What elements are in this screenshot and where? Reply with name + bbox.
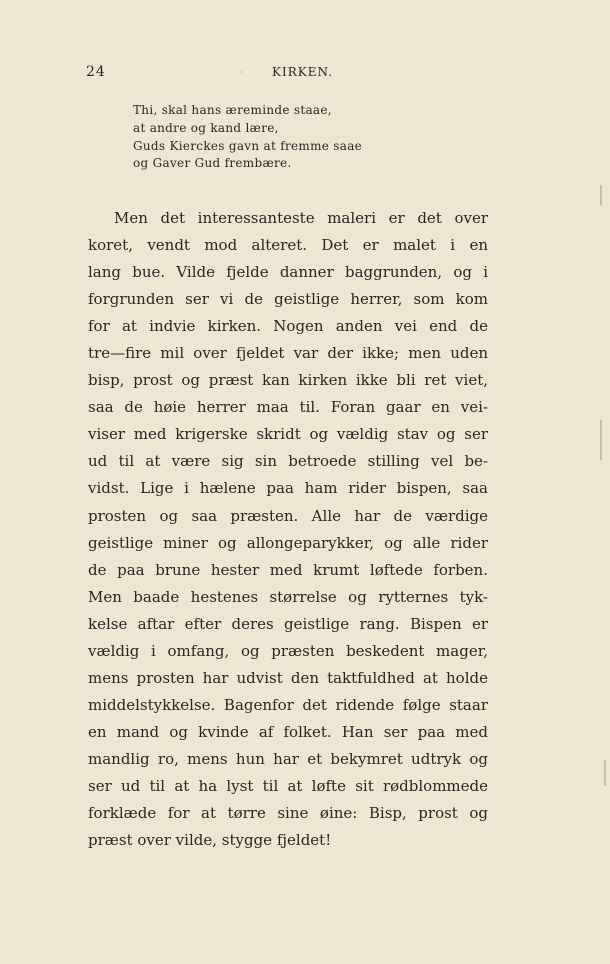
body-line: bisp, prost og præst kan kirken ikke bli ret viet, — [88, 371, 488, 390]
body-line: saa de høie herrer maa til. Foran gaar en vei- — [88, 398, 488, 417]
body-line: Men det interessanteste maleri er det over — [114, 209, 488, 227]
body-line: tre—fire mil over fjeldet var der ikke; men uden — [88, 344, 488, 363]
body-line: vældig i omfang, og præsten beskedent mager, — [88, 641, 488, 660]
body-line: prosten og saa præsten. Alle har de værdige — [88, 506, 488, 525]
body-line: mandlig ro, mens hun har et bekymret udtryk og — [88, 749, 488, 768]
body-paragraph — [88, 205, 488, 854]
body-line: koret, vendt mod alteret. Det er malet i en — [88, 236, 488, 255]
body-line: ser ud til at ha lyst til at løfte sit rødblommede — [88, 776, 488, 795]
body-line: en mand og kvinde af folket. Han ser paa med — [88, 722, 488, 741]
verse-line: og Gaver Gud frembære. — [133, 156, 292, 171]
body-line: viser med krigerske skridt og vældig stav og ser — [88, 425, 488, 444]
page-header — [0, 64, 610, 84]
body-line: mens prosten har udvist den taktfuldhed at holde — [88, 668, 488, 687]
running-title: KIRKEN. — [272, 65, 334, 79]
verse-line: at andre og kand lære, — [133, 120, 279, 135]
body-line: ud til at være sig sin betroede stilling vel be- — [88, 452, 488, 471]
header-dot: · — [240, 68, 243, 77]
body-line: de paa brune hester med krumt løftede forben. — [88, 560, 488, 579]
page-edge-mark — [604, 760, 606, 786]
body-line: kelse aftar efter deres geistlige rang. Bispen er — [88, 614, 488, 633]
verse-line: Guds Kierckes gavn at fremme saae — [133, 138, 363, 153]
page-edge-mark — [600, 185, 602, 205]
body-line: lang bue. Vilde fjelde danner baggrunden, og i — [88, 263, 488, 282]
body-line: forklæde for at tørre sine øine: Bisp, prost og — [88, 804, 488, 823]
page-edge-mark — [600, 420, 602, 460]
body-line: geistlige miner og allongeparykker, og alle rider — [88, 533, 488, 552]
page-number: 24 — [86, 64, 106, 80]
body-line: forgrunden ser vi de geistlige herrer, som kom — [88, 290, 488, 309]
body-line: præst over vilde, stygge fjeldet! — [88, 831, 332, 850]
body-line: for at indvie kirken. Nogen anden vei end de — [88, 317, 488, 336]
body-line: Men baade hestenes størrelse og rytternes tyk- — [88, 587, 488, 606]
body-line: vidst. Lige i hælene paa ham rider bispen, saa — [88, 479, 488, 498]
verse-line: Thi, skal hans æreminde staae, — [133, 103, 332, 117]
body-line: middelstykkelse. Bagenfor det ridende følge staar — [88, 695, 488, 714]
verse-block — [133, 102, 433, 173]
